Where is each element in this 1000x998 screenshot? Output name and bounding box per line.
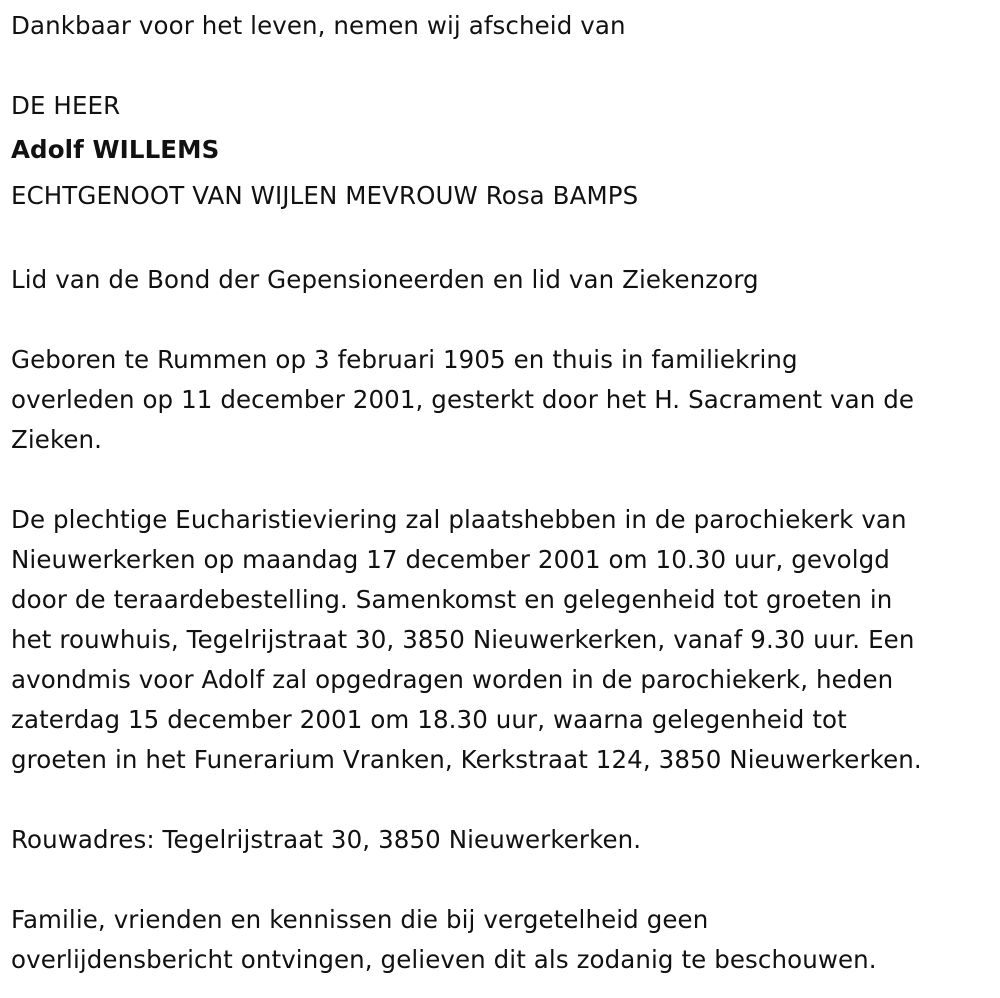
paragraph-line: De plechtige Eucharistieviering zal plaatshebben in de parochiekerk van — [11, 505, 907, 534]
paragraph-line: Geboren te Rummen op 3 februari 1905 en thuis in familiekring — [11, 345, 798, 374]
paragraph-line: groeten in het Funerarium Vranken, Kerkstraat 124, 3850 Nieuwerkerken. — [11, 745, 922, 774]
paragraph-line: Nieuwerkerken op maandag 17 december 2001 om 10.30 uur, gevolgd — [11, 545, 890, 574]
birth-death-paragraph — [11, 340, 996, 460]
paragraph-line: door de teraardebestelling. Samenkomst en gelegenheid tot groeten in — [11, 585, 893, 614]
paragraph-line: het rouwhuis, Tegelrijstraat 30, 3850 Nieuwerkerken, vanaf 9.30 uur. Een — [11, 625, 915, 654]
paragraph-line: overlijdensbericht ontvingen, gelieven dit als zodanig te beschouwen. — [11, 945, 877, 974]
closing-paragraph — [11, 900, 996, 980]
spouse-line: ECHTGENOOT VAN WIJLEN MEVROUW Rosa BAMPS — [11, 181, 639, 210]
deceased-name: Adolf WILLEMS — [11, 135, 220, 164]
paragraph-line: overleden op 11 december 2001, gesterkt door het H. Sacrament van de — [11, 385, 915, 414]
ceremony-paragraph — [11, 500, 996, 780]
intro-text: Dankbaar voor het leven, nemen wij afscheid van — [11, 11, 626, 40]
mourning-address: Rouwadres: Tegelrijstraat 30, 3850 Nieuwerkerken. — [11, 825, 642, 854]
paragraph-line: avondmis voor Adolf zal opgedragen worden in de parochiekerk, heden — [11, 665, 894, 694]
paragraph-line: zaterdag 15 december 2001 om 18.30 uur, waarna gelegenheid tot — [11, 705, 847, 734]
death-notice — [11, 6, 996, 980]
paragraph-line: Zieken. — [11, 425, 103, 454]
paragraph-line: Familie, vrienden en kennissen die bij vergetelheid geen — [11, 905, 709, 934]
membership-text: Lid van de Bond der Gepensioneerden en lid van Ziekenzorg — [11, 265, 759, 294]
title-prefix: DE HEER — [11, 91, 121, 120]
